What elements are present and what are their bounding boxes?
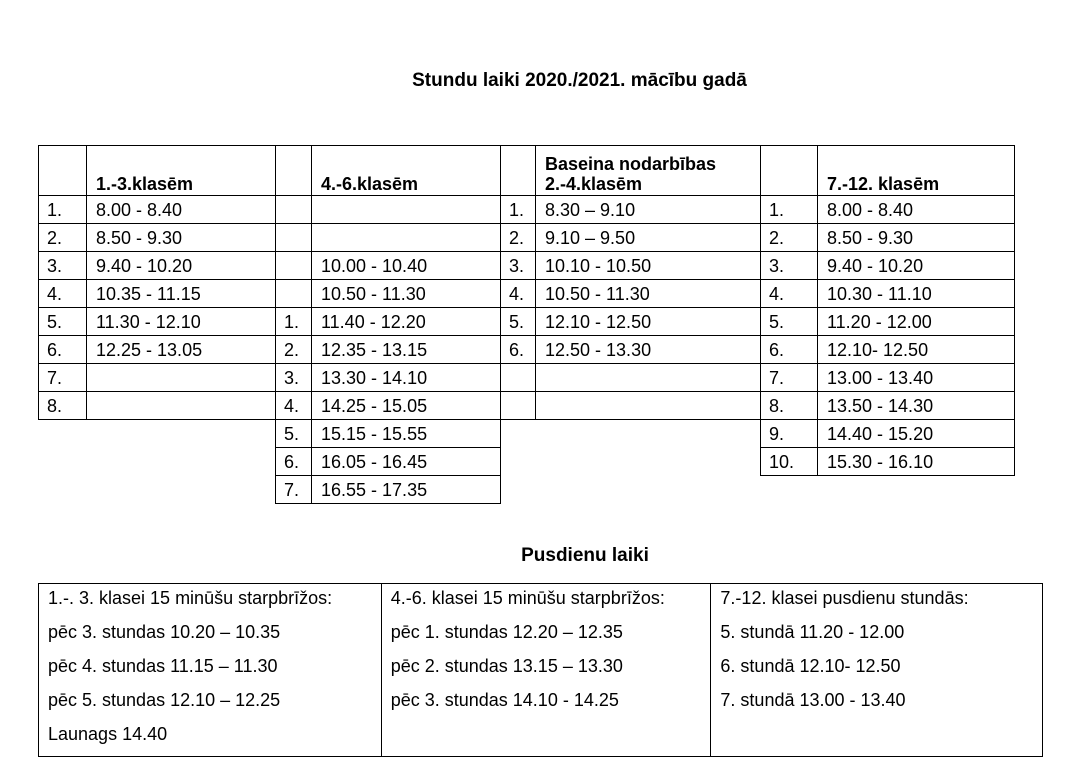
lesson-time: 14.40 - 15.20 — [818, 420, 1015, 448]
lunch-line: pēc 1. stundas 12.20 – 12.35 — [390, 622, 623, 642]
header-grades-4-6: 4.-6.klasēm — [312, 146, 501, 196]
empty-cell — [501, 392, 536, 420]
lesson-number: 4. — [39, 280, 87, 308]
lesson-number: 3. — [39, 252, 87, 280]
lesson-number: 5. — [501, 308, 536, 336]
lesson-number: 3. — [761, 252, 818, 280]
blank-cell — [39, 420, 87, 448]
lesson-number: 4. — [761, 280, 818, 308]
lunch-col-grades-4-6 — [381, 584, 711, 757]
lesson-number: 2. — [761, 224, 818, 252]
lesson-time: 10.35 - 11.15 — [87, 280, 276, 308]
lesson-number: 8. — [39, 392, 87, 420]
blank-cell — [761, 476, 818, 504]
table-row — [39, 476, 1015, 504]
lunch-line: Launags 14.40 — [48, 724, 168, 744]
lunch-table — [38, 583, 1043, 757]
blank-cell — [39, 448, 87, 476]
lesson-number: 4. — [501, 280, 536, 308]
lesson-time: 10.50 - 11.30 — [312, 280, 501, 308]
empty-cell — [536, 364, 761, 392]
lesson-number: 7. — [276, 476, 312, 504]
lesson-number: 10. — [761, 448, 818, 476]
lesson-number: 1. — [501, 196, 536, 224]
lesson-number: 3. — [501, 252, 536, 280]
page-title: Stundu laiki 2020./2021. mācību gadā — [412, 70, 747, 91]
lesson-time: 8.50 - 9.30 — [87, 224, 276, 252]
lesson-time: 11.40 - 12.20 — [312, 308, 501, 336]
lesson-time: 11.30 - 12.10 — [87, 308, 276, 336]
lesson-time: 14.25 - 15.05 — [312, 392, 501, 420]
lunch-line: 1.-. 3. klasei 15 minūšu starpbrīžos: — [48, 588, 333, 608]
lesson-time: 12.25 - 13.05 — [87, 336, 276, 364]
lesson-time: 16.55 - 17.35 — [312, 476, 501, 504]
blank-cell — [501, 448, 536, 476]
lesson-time: 9.40 - 10.20 — [87, 252, 276, 280]
lesson-number: 6. — [39, 336, 87, 364]
lesson-time: 15.30 - 16.10 — [818, 448, 1015, 476]
lesson-time: 13.00 - 13.40 — [818, 364, 1015, 392]
lunch-line: 5. stundā 11.20 - 12.00 — [720, 622, 905, 642]
lunch-line: pēc 2. stundas 13.15 – 13.30 — [390, 656, 623, 676]
lesson-number: 2. — [501, 224, 536, 252]
lunch-title: Pusdienu laiki — [521, 545, 649, 566]
lunch-line: 7. stundā 13.00 - 13.40 — [720, 690, 906, 710]
lesson-time: 13.50 - 14.30 — [818, 392, 1015, 420]
blank-cell — [87, 420, 276, 448]
blank-cell — [818, 476, 1015, 504]
lesson-number: 1. — [761, 196, 818, 224]
lesson-number: 7. — [39, 364, 87, 392]
schedule-header-row — [39, 146, 1015, 196]
lesson-time: 10.10 - 10.50 — [536, 252, 761, 280]
lunch-line: pēc 3. stundas 10.20 – 10.35 — [48, 622, 281, 642]
lesson-time: 12.50 - 13.30 — [536, 336, 761, 364]
lesson-time: 11.20 - 12.00 — [818, 308, 1015, 336]
blank-cell — [87, 476, 276, 504]
lesson-time: 10.00 - 10.40 — [312, 252, 501, 280]
header-pool-grades-2-4 — [536, 146, 761, 196]
table-row — [39, 448, 1015, 476]
lunch-col-grades-1-3 — [39, 584, 382, 757]
lesson-number: 3. — [276, 364, 312, 392]
lesson-number: 5. — [39, 308, 87, 336]
lesson-time: 15.15 - 15.55 — [312, 420, 501, 448]
empty-cell — [312, 196, 501, 224]
lesson-number: 2. — [39, 224, 87, 252]
header-empty-cell — [761, 146, 818, 196]
header-empty-cell — [39, 146, 87, 196]
empty-cell — [87, 364, 276, 392]
lesson-time: 13.30 - 14.10 — [312, 364, 501, 392]
blank-cell — [536, 420, 761, 448]
lesson-number: 8. — [761, 392, 818, 420]
lesson-number: 2. — [276, 336, 312, 364]
header-empty-cell — [276, 146, 312, 196]
empty-cell — [312, 224, 501, 252]
blank-cell — [536, 476, 761, 504]
lesson-number: 6. — [501, 336, 536, 364]
lunch-line: pēc 5. stundas 12.10 – 12.25 — [48, 690, 281, 710]
blank-cell — [501, 420, 536, 448]
lesson-number: 6. — [761, 336, 818, 364]
table-row — [39, 196, 1015, 224]
lesson-time: 12.35 - 13.15 — [312, 336, 501, 364]
lesson-number: 1. — [39, 196, 87, 224]
table-row — [39, 336, 1015, 364]
table-row — [39, 308, 1015, 336]
empty-cell — [501, 364, 536, 392]
lesson-time: 16.05 - 16.45 — [312, 448, 501, 476]
lesson-time: 8.00 - 8.40 — [818, 196, 1015, 224]
schedule-table — [38, 145, 1015, 504]
empty-cell — [276, 280, 312, 308]
table-row — [39, 392, 1015, 420]
lesson-number: 1. — [276, 308, 312, 336]
lesson-time: 12.10 - 12.50 — [536, 308, 761, 336]
blank-cell — [87, 448, 276, 476]
empty-cell — [276, 196, 312, 224]
lunch-line: pēc 3. stundas 14.10 - 14.25 — [390, 690, 619, 710]
empty-cell — [536, 392, 761, 420]
table-row — [39, 420, 1015, 448]
lesson-number: 4. — [276, 392, 312, 420]
table-row — [39, 280, 1015, 308]
lesson-time: 8.50 - 9.30 — [818, 224, 1015, 252]
lunch-line: 6. stundā 12.10- 12.50 — [720, 656, 901, 676]
header-pool-label: Baseina nodarbības — [545, 154, 717, 174]
lunch-row — [39, 584, 1043, 757]
lesson-number: 9. — [761, 420, 818, 448]
empty-cell — [87, 392, 276, 420]
lunch-line: 4.-6. klasei 15 minūšu starpbrīžos: — [390, 588, 665, 608]
empty-cell — [276, 224, 312, 252]
lesson-time: 10.30 - 11.10 — [818, 280, 1015, 308]
header-grades-7-12: 7.-12. klasēm — [818, 146, 1015, 196]
lesson-number: 6. — [276, 448, 312, 476]
blank-cell — [501, 476, 536, 504]
lunch-line: 7.-12. klasei pusdienu stundās: — [720, 588, 969, 608]
lesson-time: 10.50 - 11.30 — [536, 280, 761, 308]
blank-cell — [536, 448, 761, 476]
lesson-time: 8.00 - 8.40 — [87, 196, 276, 224]
lesson-time: 8.30 – 9.10 — [536, 196, 761, 224]
blank-cell — [39, 476, 87, 504]
lesson-number: 5. — [761, 308, 818, 336]
lesson-number: 5. — [276, 420, 312, 448]
header-grades-1-3: 1.-3.klasēm — [87, 146, 276, 196]
lesson-time: 9.10 – 9.50 — [536, 224, 761, 252]
lesson-number: 7. — [761, 364, 818, 392]
table-row — [39, 252, 1015, 280]
header-empty-cell — [501, 146, 536, 196]
table-row — [39, 224, 1015, 252]
table-row — [39, 364, 1015, 392]
lesson-time: 9.40 - 10.20 — [818, 252, 1015, 280]
empty-cell — [276, 252, 312, 280]
lunch-line: pēc 4. stundas 11.15 – 11.30 — [48, 656, 278, 676]
header-pool-grades: 2.-4.klasēm — [545, 174, 643, 194]
lesson-time: 12.10- 12.50 — [818, 336, 1015, 364]
lunch-col-grades-7-12 — [711, 584, 1043, 757]
